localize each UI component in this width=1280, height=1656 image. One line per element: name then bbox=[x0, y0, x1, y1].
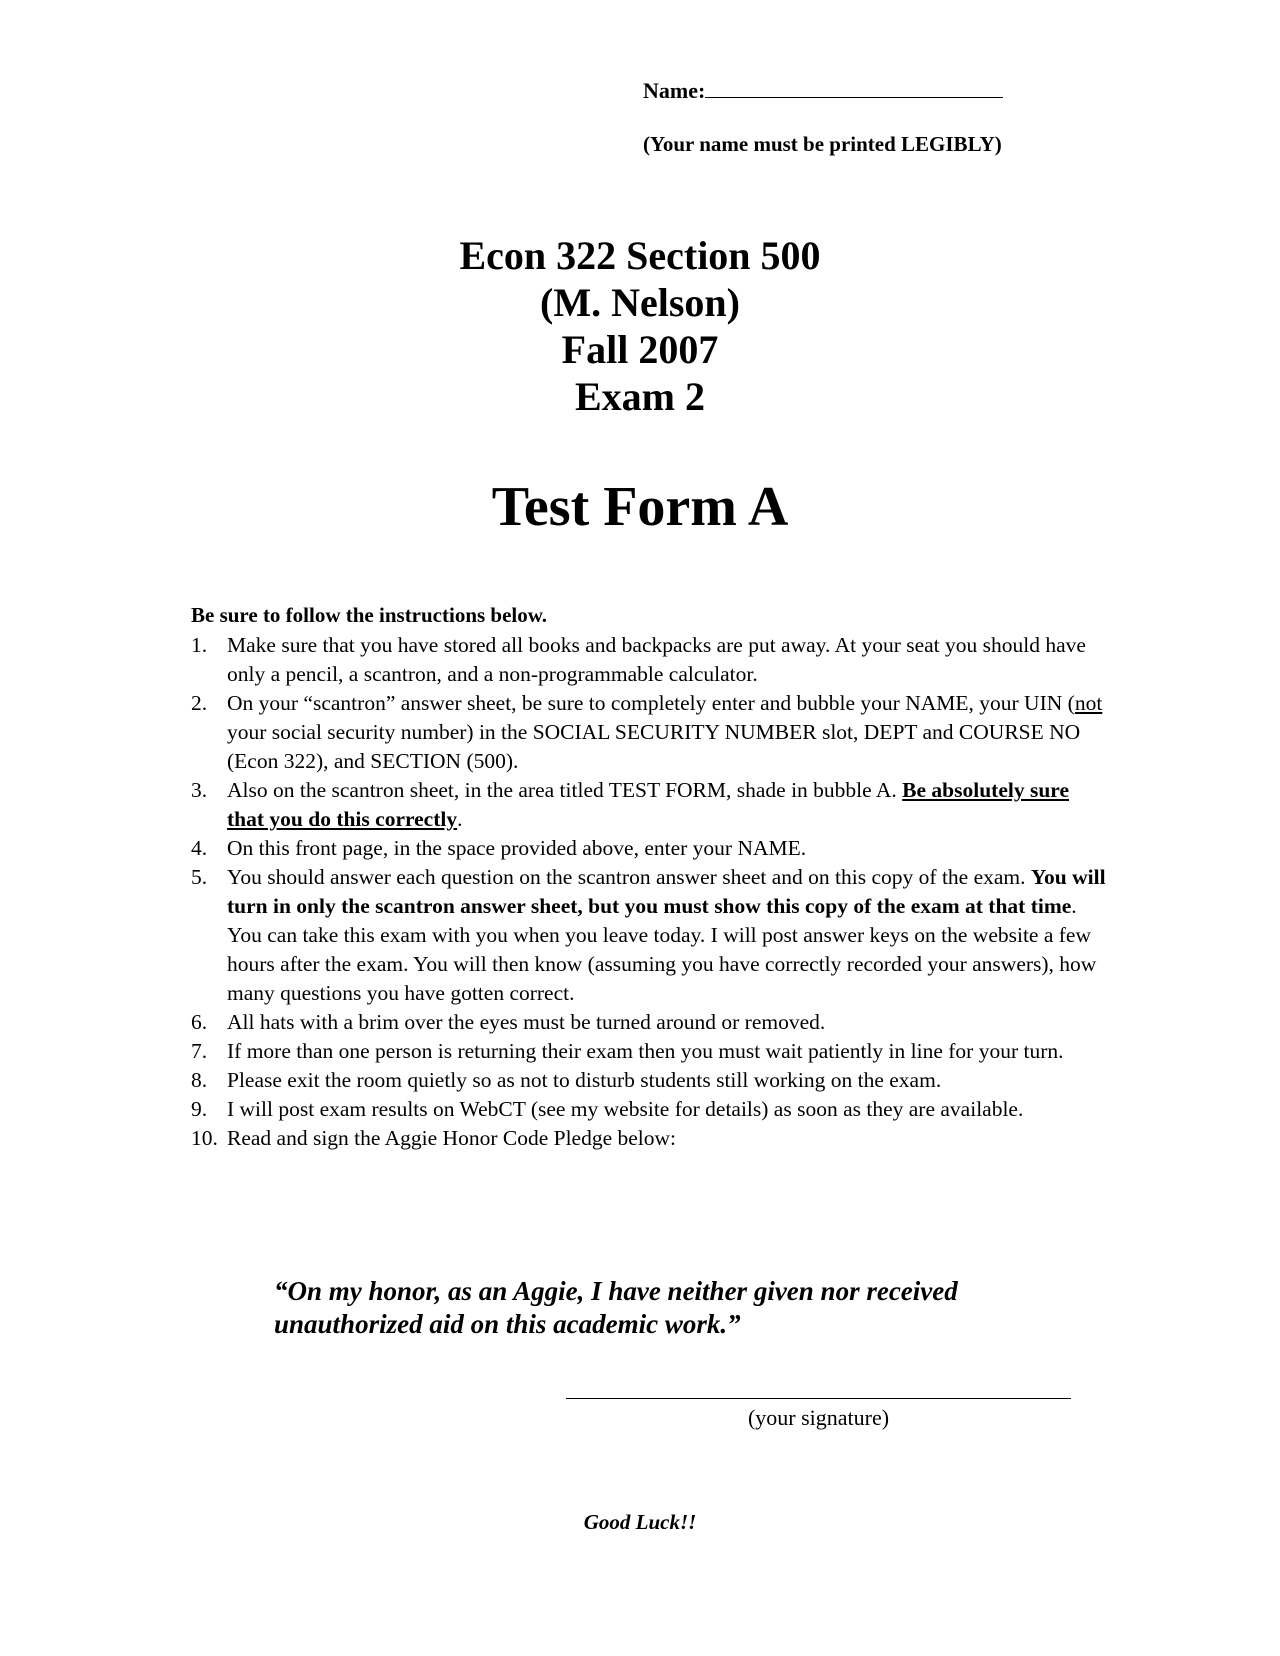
name-field[interactable] bbox=[643, 78, 1003, 104]
item-number: 4. bbox=[191, 836, 208, 860]
instructions-heading: Be sure to follow the instructions below. bbox=[191, 603, 548, 627]
good-luck-message: Good Luck!! bbox=[583, 1510, 697, 1534]
instructor-name: (M. Nelson) bbox=[540, 280, 740, 325]
instruction-item bbox=[191, 834, 1111, 863]
name-blank-line[interactable] bbox=[705, 79, 1003, 98]
item-text: If more than one person is returning their exam then you must wait patiently in line for your turn. bbox=[227, 1039, 1064, 1063]
item-text: On this front page, in the space provided above, enter your NAME. bbox=[227, 836, 807, 860]
exam-number: Exam 2 bbox=[575, 374, 705, 419]
signature-label: (your signature) bbox=[747, 1405, 890, 1430]
item-text: Please exit the room quietly so as not to disturb students still working on the exam. bbox=[227, 1068, 942, 1092]
instruction-item bbox=[191, 1124, 1111, 1153]
item-number: 9. bbox=[191, 1097, 208, 1121]
instruction-item bbox=[191, 631, 1111, 689]
item-number: 10. bbox=[191, 1126, 218, 1150]
name-note: (Your name must be printed LEGIBLY) bbox=[643, 132, 1002, 156]
item-text: You should answer each question on the scantron answer sheet and on this copy of the exam. bbox=[227, 865, 1031, 889]
item-text: I will post exam results on WebCT (see my website for details) as soon as they are available. bbox=[227, 1097, 1024, 1121]
item-text: Make sure that you have stored all books and backpacks are put away. At your seat you should have only a pencil, a scantron, and a non-programmable calculator. bbox=[227, 633, 1086, 686]
test-form-title: Test Form A bbox=[491, 476, 789, 538]
item-text-end: . bbox=[457, 807, 463, 831]
item-number: 2. bbox=[191, 691, 208, 715]
instructions-list bbox=[191, 631, 1111, 1153]
name-label: Name: bbox=[643, 78, 706, 103]
item-text: . You can take this exam with you when you leave today. I will post answer keys on the website a few hours after the exam. You will then know (assuming you have correctly recorded your answers), how many questions you have gotten correct. bbox=[227, 894, 1097, 1005]
item-text: Read and sign the Aggie Honor Code Pledge below: bbox=[227, 1126, 677, 1150]
item-number: 8. bbox=[191, 1068, 208, 1092]
item-number: 6. bbox=[191, 1010, 208, 1034]
honor-code-pledge: “On my honor, as an Aggie, I have neither given nor received unauthorized aid on this academic work.” bbox=[274, 1276, 958, 1339]
course-title: Econ 322 Section 500 bbox=[459, 233, 821, 278]
instruction-item bbox=[191, 776, 1111, 834]
item-text: your social security number) in the SOCIAL SECURITY NUMBER slot, DEPT and COURSE NO (Econ 322), and SECTION (500). bbox=[227, 720, 1081, 773]
item-text-emphasis: Be absolutely sure that you do this correctly bbox=[227, 778, 1070, 831]
instruction-item bbox=[191, 1066, 1111, 1095]
signature-line[interactable] bbox=[566, 1398, 1071, 1399]
item-text: On your “scantron” answer sheet, be sure to completely enter and bubble your NAME, your UIN ( bbox=[227, 691, 1075, 715]
item-number: 3. bbox=[191, 778, 208, 802]
instruction-item bbox=[191, 1008, 1111, 1037]
item-text: All hats with a brim over the eyes must be turned around or removed. bbox=[227, 1010, 826, 1034]
title-block bbox=[340, 232, 940, 420]
item-text-underlined: not bbox=[1074, 691, 1103, 715]
instruction-item bbox=[191, 689, 1111, 776]
item-number: 5. bbox=[191, 865, 208, 889]
item-text-bold: You will turn in only the scantron answer sheet, but you must show this copy of the exam at that time bbox=[227, 865, 1106, 918]
instruction-item bbox=[191, 1095, 1111, 1124]
item-number: 7. bbox=[191, 1039, 208, 1063]
item-text: Also on the scantron sheet, in the area titled TEST FORM, shade in bubble A. bbox=[227, 778, 903, 802]
instruction-item bbox=[191, 1037, 1111, 1066]
instruction-item bbox=[191, 863, 1111, 1008]
term: Fall 2007 bbox=[561, 327, 719, 372]
item-number: 1. bbox=[191, 633, 208, 657]
